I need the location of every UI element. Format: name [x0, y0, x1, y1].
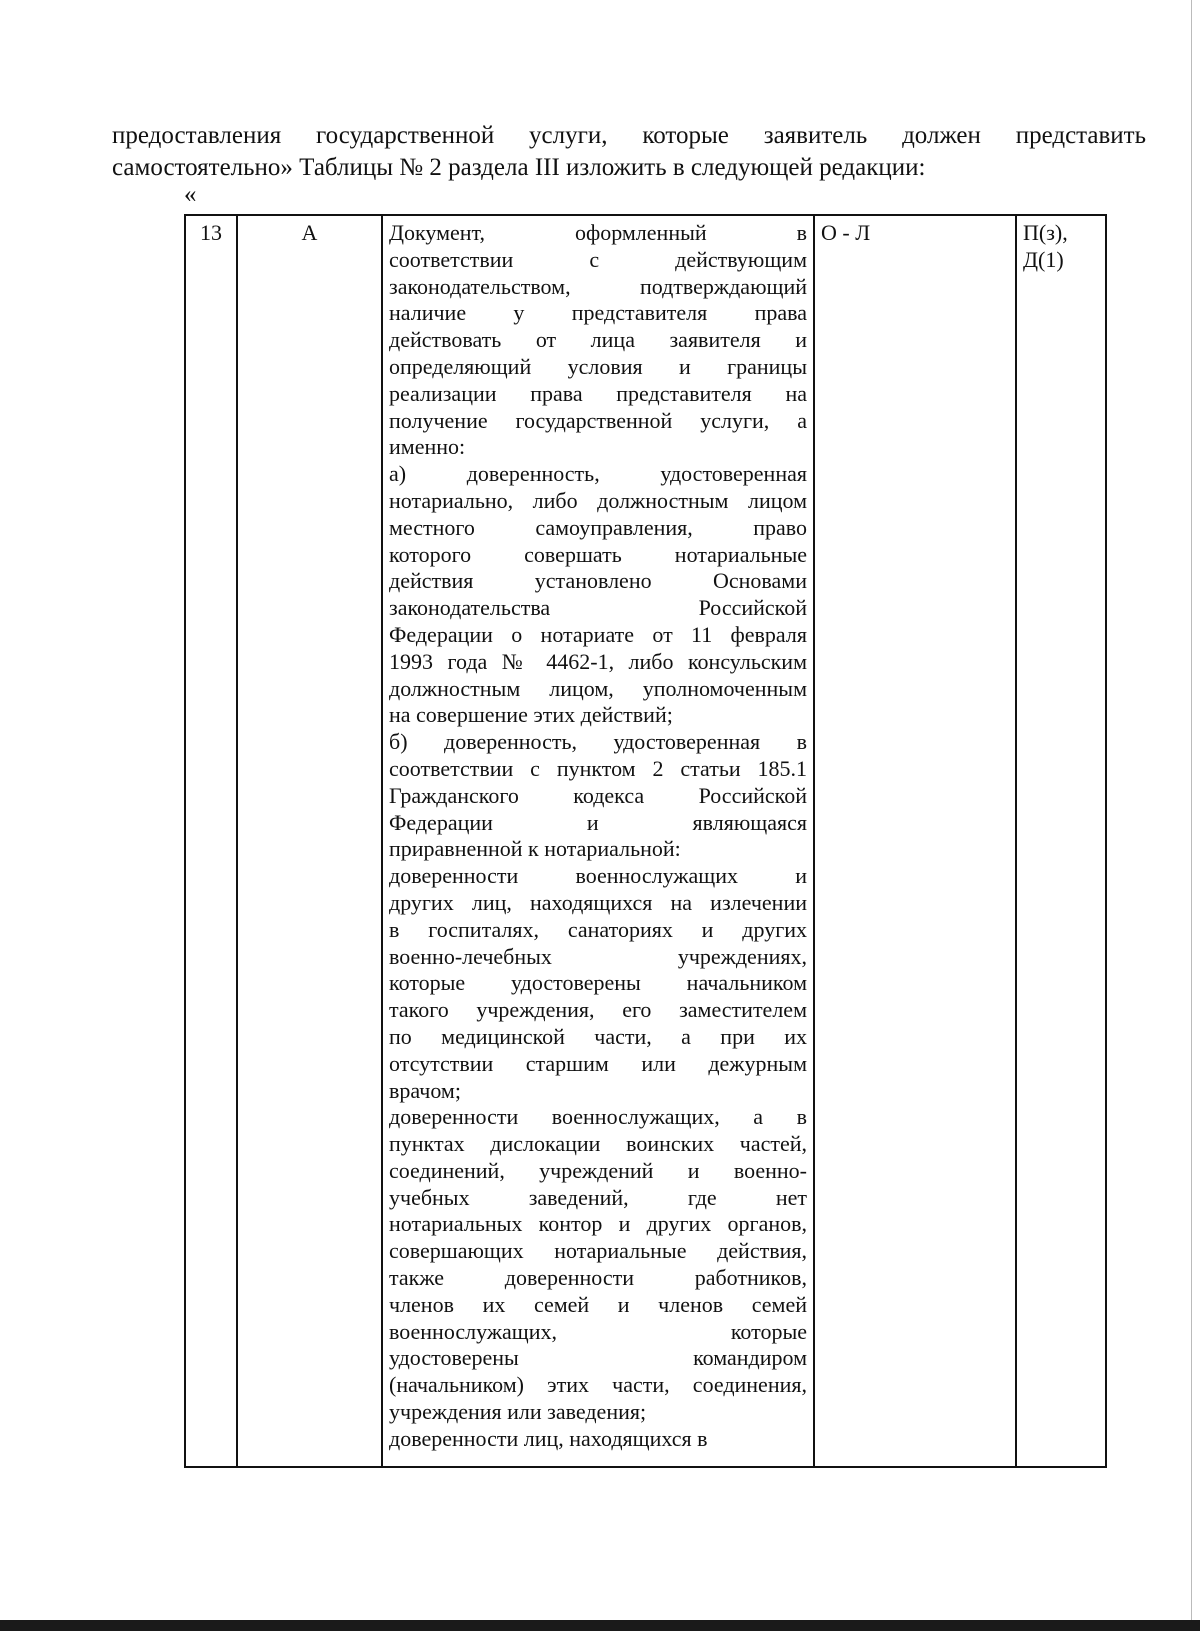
description-line: б) доверенность, удостоверенная в [389, 729, 807, 755]
row-code-line: Д(1) [1023, 246, 1064, 272]
table-row [185, 215, 1106, 1467]
description-line: учреждения или заведения; [389, 1399, 647, 1425]
description-line: доверенности военнослужащих и [389, 863, 807, 889]
description-line: действия установлено Основами [389, 568, 807, 594]
documents-table [184, 214, 1107, 1468]
description-line: получение государственной услуги, а [389, 407, 807, 433]
description-line: нотариальных контор и других органов, [389, 1211, 807, 1237]
description-line: местного самоуправления, право [389, 514, 807, 540]
description-line: реализации права представителя на [389, 380, 807, 406]
description-line: доверенности военнослужащих, а в [389, 1104, 807, 1130]
description-line: в госпиталях, санаториях и других [389, 916, 807, 942]
description-line: членов их семей и членов семей [389, 1291, 807, 1317]
description-line: пунктах дислокации воинских частей, [389, 1131, 807, 1157]
description-line: соединений, учреждений и военно- [389, 1157, 807, 1183]
description-line: а) доверенность, удостоверенная [389, 461, 807, 487]
intro-paragraph [112, 120, 1146, 184]
description-line: такого учреждения, его заместителем [389, 997, 807, 1023]
opening-quote: « [184, 181, 197, 208]
description-line: нотариально, либо должностным лицом [389, 487, 807, 513]
row-form: О - Л [821, 220, 871, 245]
description-line: которые удостоверены начальником [389, 970, 807, 996]
description-line: врачом; [389, 1077, 461, 1103]
description-line: совершающих нотариальные действия, [389, 1238, 807, 1264]
intro-line-1: предоставления государственной услуги, которые заявитель должен представить [112, 122, 1146, 149]
description-line: удостоверены командиром [389, 1345, 807, 1371]
row-type: А [301, 220, 318, 245]
intro-line-2: самостоятельно» Таблицы № 2 раздела III изложить в следующей редакции: [112, 154, 926, 181]
description-line: Федерации о нотариате от 11 февраля [389, 621, 807, 647]
description-line: (начальником) этих части, соединения, [389, 1372, 807, 1398]
description-line: других лиц, находящихся на излечении [389, 889, 807, 915]
row-number: 13 [200, 220, 222, 245]
description-line: соответствии с действующим [389, 246, 807, 272]
row-type-cell [237, 215, 382, 1467]
description-line: по медицинской части, а при их [389, 1023, 807, 1049]
description-line: 1993 года № 4462-1, либо консульским [389, 648, 807, 674]
row-number-cell [185, 215, 237, 1467]
row-code-cell [1016, 215, 1106, 1467]
description-line: законодательства Российской [389, 595, 807, 621]
row-form-cell [814, 215, 1016, 1467]
row-description-cell [382, 215, 814, 1467]
description-line: военнослужащих, которые [389, 1318, 807, 1344]
row-code-line: П(з), [1023, 220, 1068, 245]
description-line: именно: [389, 434, 466, 460]
description-line: должностным лицом, уполномоченным [389, 675, 807, 701]
description-line: действовать от лица заявителя и [389, 327, 807, 353]
scan-bottom-border [0, 1620, 1200, 1631]
description-line: приравненной к нотариальной: [389, 836, 681, 862]
description-line: Федерации и являющаяся [389, 809, 807, 835]
description-line: которого совершать нотариальные [389, 541, 807, 567]
description-line: Документ, оформленный в [389, 220, 807, 245]
description-line: на совершение этих действий; [389, 702, 673, 728]
description-line: законодательством, подтверждающий [389, 273, 807, 299]
description-line: военно-лечебных учреждениях, [389, 943, 807, 969]
description-line: наличие у представителя права [389, 300, 807, 326]
description-line: также доверенности работников, [389, 1265, 807, 1291]
description-line: доверенности лиц, находящихся в [389, 1425, 708, 1451]
description-line: соответствии с пунктом 2 статьи 185.1 [389, 755, 807, 781]
description-line: определяющий условия и границы [389, 353, 807, 379]
description-line: Гражданского кодекса Российской [389, 782, 807, 808]
description-line: учебных заведений, где нет [389, 1184, 807, 1210]
description-line: отсутствии старшим или дежурным [389, 1050, 807, 1076]
row-description [389, 220, 807, 1453]
scan-edge-line [1191, 0, 1192, 1631]
